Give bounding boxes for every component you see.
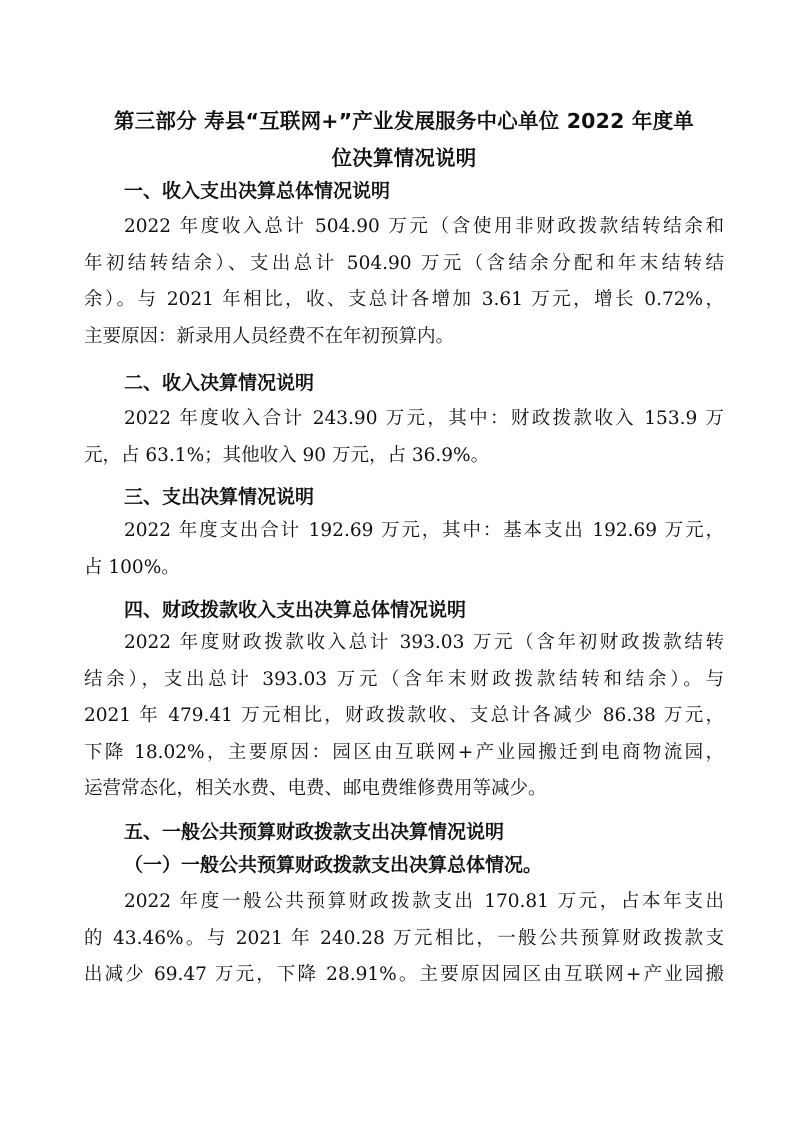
paragraph-line: 2022 年度一般公共预算财政拨款支出 170.81 万元，占本年支出 bbox=[124, 891, 724, 912]
paragraph-line: 年初结转结余）、支出总计 504.90 万元（含结余分配和年末结转结 bbox=[84, 252, 724, 274]
section-5-paragraph bbox=[84, 884, 724, 994]
title-line-2: 位决算情况说明 bbox=[331, 146, 477, 170]
section-1-heading: 一、收入支出决算总体情况说明 bbox=[124, 180, 391, 202]
section-4-paragraph bbox=[84, 625, 724, 808]
paragraph-line: 2022 年度支出合计 192.69 万元，其中：基本支出 192.69 万元， bbox=[124, 520, 724, 541]
paragraph-line: 2022 年度收入合计 243.90 万元，其中：财政拨款收入 153.9 万 bbox=[124, 408, 724, 429]
paragraph-line: 运营常态化，相关水费、电费、邮电费维修费用等减少。 bbox=[84, 778, 547, 799]
section-3-heading: 三、支出决算情况说明 bbox=[124, 486, 315, 508]
paragraph-line: 2022 年度收入总计 504.90 万元（含使用非财政拨款结转结余和 bbox=[124, 216, 724, 237]
section-4-heading: 四、财政拨款收入支出决算总体情况说明 bbox=[124, 599, 467, 621]
section-2-heading: 二、收入决算情况说明 bbox=[124, 372, 315, 394]
paragraph-line: 下降 18.02%，主要原因：园区由互联网+产业园搬迁到电商物流园， bbox=[84, 741, 724, 763]
section-2-paragraph bbox=[84, 401, 724, 474]
document-title bbox=[84, 103, 724, 177]
paragraph-line: 2022 年度财政拨款收入总计 393.03 万元（含年初财政拨款结转 bbox=[124, 632, 724, 653]
paragraph-line: 占 100%。 bbox=[84, 556, 180, 578]
section-1-paragraph bbox=[84, 209, 724, 355]
paragraph-line: 元，占 63.1%；其他收入 90 万元，占 36.9%。 bbox=[84, 444, 490, 466]
paragraph-line: 余）。与 2021 年相比，收、支总计各增加 3.61 万元，增长 0.72%， bbox=[84, 289, 724, 310]
section-3-paragraph bbox=[84, 513, 724, 586]
section-5-heading: 五、一般公共预算财政拨款支出决算情况说明 bbox=[124, 821, 505, 843]
paragraph-line: 出减少 69.47 万元，下降 28.91%。主要原因园区由互联网+产业园搬 bbox=[84, 964, 724, 985]
paragraph-line: 结余），支出总计 393.03 万元（含年末财政拨款结转和结余）。与 bbox=[84, 668, 724, 690]
title-line-1: 第三部分 寿县“互联网+”产业发展服务中心单位 2022 年度单 bbox=[114, 109, 694, 133]
section-5-subheading: （一）一般公共预算财政拨款支出决算总体情况。 bbox=[124, 854, 543, 876]
paragraph-line: 的 43.46%。与 2021 年 240.28 万元相比，一般公共预算财政拨款支 bbox=[84, 927, 724, 949]
paragraph-line: 2021 年 479.41 万元相比，财政拨款收、支总计各减少 86.38 万元， bbox=[84, 705, 724, 726]
paragraph-line: 主要原因：新录用人员经费不在年初预算内。 bbox=[84, 325, 455, 347]
